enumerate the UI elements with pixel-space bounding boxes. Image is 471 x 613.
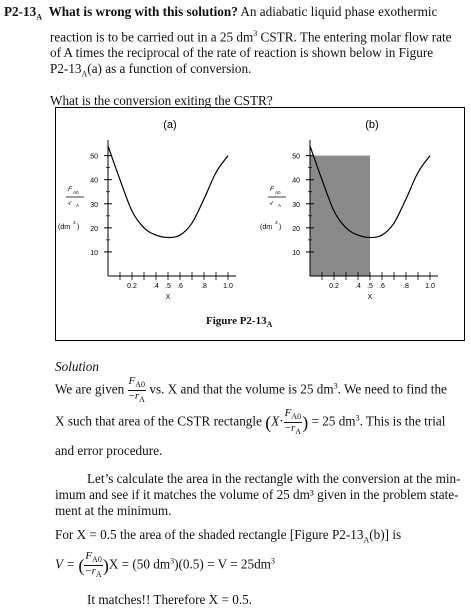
fa0-over-ra-fraction: $\frac{F_{A0}}{-r_A}$: [128, 375, 146, 405]
y-tick-label: 10: [292, 249, 300, 257]
x-tick-label: .6: [379, 283, 385, 290]
x-tick-label: .6: [177, 283, 183, 290]
chart-panel-a: [56, 108, 256, 318]
problem-statement: [4, 4, 468, 109]
series-curve: [108, 146, 228, 237]
ylabel-unit-close: ): [77, 224, 80, 231]
y-tick-label: 10: [90, 249, 98, 257]
chart-panel-b: [258, 108, 462, 318]
problem-line-2: reaction is to be carried out in a 25 $dm^3$ CSTR. The entering molar flow rate: [50, 28, 452, 45]
ylabel-f: F: [270, 186, 274, 193]
solution-line-1: We are given $\frac{F_{A0}}{-r_A}$ vs. X and that the volume is 25 $dm^3$. We need to find the: [55, 375, 447, 405]
x-tick-label: 0.2: [127, 283, 137, 290]
x-tick-label: .5: [165, 283, 171, 290]
ylabel-r: -r: [67, 200, 72, 207]
ylabel-a: A: [278, 203, 282, 208]
y-tick-label: 20: [90, 225, 98, 233]
ylabel-r: -r: [269, 200, 274, 207]
x-axis-label: X: [165, 294, 171, 301]
solution-line-2: X such that area of the CSTR rectangle (X· $\frac{F_{A0}}{-r_A}$ ) = 25 $dm^3$. This is the trial: [55, 407, 446, 437]
figure-caption: Figure $P2-13_A$: [206, 315, 273, 330]
solution-conclusion: It matches!! Therefore X = 0.5.: [87, 592, 253, 607]
solution-equation: V = ( $\frac{F_{A0}}{-r_A}$ )X = (50 $dm^3)(0.5) = V = 25dm^3$: [55, 550, 275, 580]
x-tick-label: .4: [153, 283, 159, 290]
y-tick-label: 30: [90, 201, 98, 209]
solution-paragraph-2: Let’s calculate the area in the rectangle with the conversion at the min- imum and see if it matches the volume of 25 dm³ given in the problem state- ment at the minimum.: [55, 471, 461, 518]
panel-label: (a): [163, 119, 177, 131]
problem-title: What is wrong with this solution?: [48, 4, 238, 19]
ylabel-unit-exp: 3: [275, 220, 278, 225]
solution-heading: Solution: [55, 359, 99, 374]
ylabel-unit: (dm: [58, 224, 71, 231]
fa0-over-ra-fraction-3: $\frac{F_{A0}}{-r_A}$: [85, 550, 102, 580]
ylabel-a0: A0: [275, 190, 281, 195]
problem-question: What is the conversion exiting the CSTR?: [50, 92, 273, 108]
x-tick-label: .8: [201, 283, 207, 290]
solution-paragraph-3: For X = 0.5 the area of the shaded rectangle [Figure $P2-13_A(b)$] is: [55, 527, 402, 545]
ylabel-unit-close: ): [279, 224, 282, 231]
y-tick-label: 20: [292, 225, 300, 233]
y-tick-label: 40: [292, 177, 300, 185]
x-axis-label: X: [367, 294, 373, 301]
x-tick-label: .8: [403, 283, 409, 290]
fa0-over-ra-fraction-2: $\frac{F_{A0}}{-r_A}$: [284, 407, 302, 437]
ylabel-f: F: [68, 186, 72, 193]
x-tick-label: .4: [355, 283, 361, 290]
ylabel-unit: (dm: [260, 224, 273, 231]
ylabel-a0: A0: [73, 190, 79, 195]
ylabel-a: A: [76, 203, 80, 208]
problem-line-1: $P2-13_A$ What is wrong with this solution? An adiabatic liquid phase exothermic: [4, 4, 438, 22]
problem-id: P2-13: [4, 4, 37, 19]
solution-line-3: and error procedure.: [55, 443, 163, 458]
problem-line-3: of A times the reciprocal of the rate of reaction is shown below in Figure: [50, 45, 434, 61]
x-tick-label: .5: [367, 283, 373, 290]
x-tick-label: 1.0: [223, 283, 233, 290]
y-tick-label: 30: [292, 201, 300, 209]
x-tick-label: 1.0: [425, 283, 435, 290]
y-tick-label: 50: [90, 153, 98, 161]
y-tick-label: 40: [90, 177, 98, 185]
panel-label: (b): [365, 119, 379, 131]
y-tick-label: 50: [292, 153, 300, 161]
shaded-rectangle: [310, 156, 370, 276]
problem-line-4: $P2-13_A(a)$ as a function of conversion.: [50, 61, 252, 79]
x-tick-label: 0.2: [329, 283, 339, 290]
ylabel-unit-exp: 3: [73, 220, 76, 225]
